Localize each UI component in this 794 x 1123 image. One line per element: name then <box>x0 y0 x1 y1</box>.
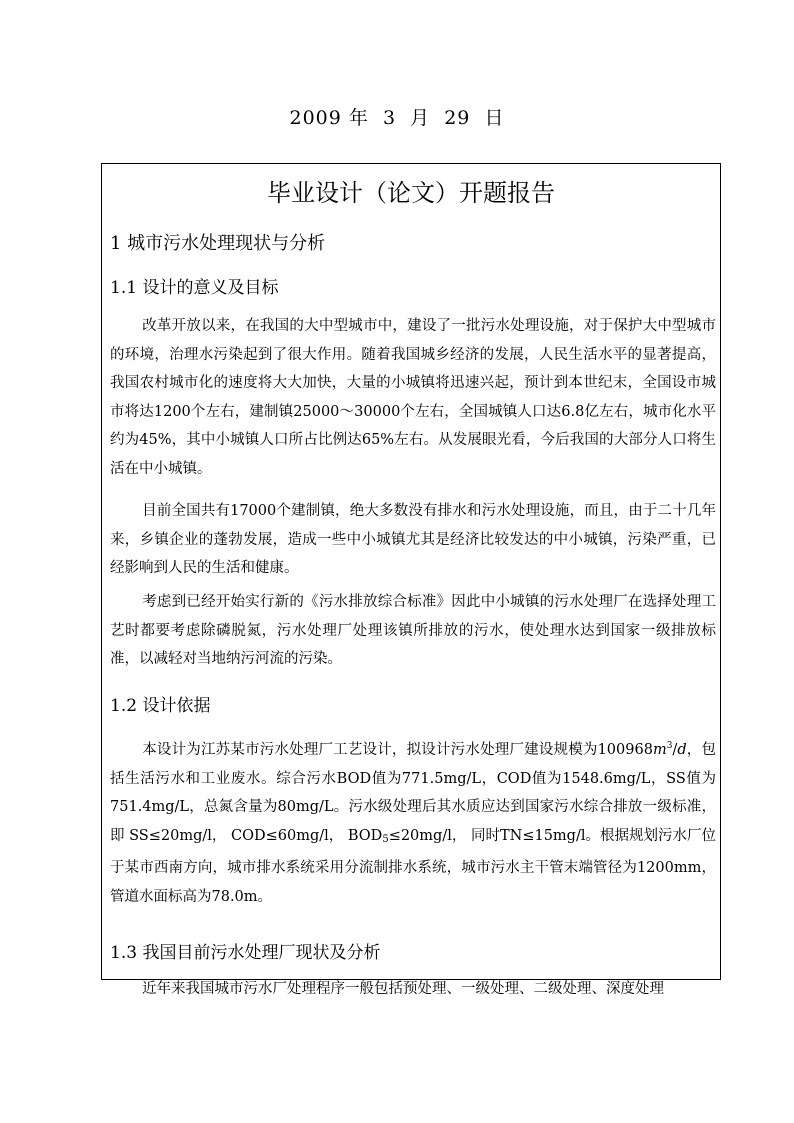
paragraph-text: 改革开放以来，在我国的大中型城市中，建设了一批污水处理设施，对于保护大中型城市的环境，治理水污染起到了很大作用。随着我国城乡经济的发展，人民生活水平的显著提高，我国农村城市化的速度将大大加快，大量的小城镇将迅速兴起，预计到本世纪末，全国设市城市将达1200个左右，建制镇25000～30000个左右，全国城镇人口达6.8亿左右，城市化水平约为45%，其中小城镇人口所占比例达65%左右。从发展眼光看，今后我国的大部分人口将生活在中小城镇。 <box>110 318 716 477</box>
section-1-1-paragraph-2 <box>110 497 716 583</box>
section-1-3-heading: 1.3 我国目前污水处理厂现状及分析 <box>110 943 381 963</box>
section-1-2-heading: 1.2 设计依据 <box>110 696 211 716</box>
unit-d: d <box>677 742 687 758</box>
report-date: 2009 年 3 月 29 日 <box>289 107 505 129</box>
paragraph-text-a: 本设计为江苏某市污水处理厂工艺设计，拟设计污水处理厂建设规模为100968 <box>142 742 653 758</box>
unit-exponent: 3 <box>666 741 673 751</box>
paragraph-text: 考虑到已经开始实行新的《污水排放综合标准》因此中小城镇的污水处理厂在选择处理工艺时都要考虑除磷脱氮，污水处理厂处理该镇所排放的污水，使处理水达到国家一级排放标准，以减轻对当地纳污河流的污染。 <box>110 594 716 667</box>
bod-subscript: 5 <box>382 833 389 845</box>
section-1-1-paragraph-1 <box>110 312 716 483</box>
paragraph-text-b: ，包括生活污水和工业废水。综合污水BOD值为771.5mg/L，COD值为1548.6mg/L，SS值为751.4mg/L，总氮含量为80mg/L。污水级处理后其水质应达到国家污水综合排放一级标准，即 SS≤20mg/l， COD≤60mg/l， BOD <box>110 742 716 844</box>
paragraph-text: 近年来我国城市污水厂处理程序一般包括预处理、一级处理、二级处理、深度处理 <box>142 981 664 997</box>
unit-slash: / <box>672 742 678 758</box>
paragraph-text: 目前全国共有17000个建制镇，绝大多数没有排水和污水处理设施，而且，由于二十几年来，乡镇企业的蓬勃发展，造成一些中小城镇尤其是经济比较发达的中小城镇，污染严重，已经影响到人民的生活和健康。 <box>110 503 716 576</box>
unit-m: m <box>652 742 667 758</box>
paragraph-text-c: ≤20mg/l， 同时TN≤15mg/l。根据规划污水厂位于某市西南方向，城市排水系统采用分流制排水系统，城市污水主干管末端管径为1200mm，管道水面标高为78.0m。 <box>110 827 716 905</box>
report-frame <box>101 163 721 997</box>
section-1-1-heading: 1.1 设计的意义及目标 <box>110 278 279 298</box>
section-1-2-paragraph <box>110 732 716 911</box>
section-1-heading: 1 城市污水处理现状与分析 <box>110 233 326 254</box>
section-1-1-paragraph-3 <box>110 588 716 674</box>
report-title: 毕业设计（论文）开题报告 <box>267 179 555 207</box>
section-1-3-paragraph <box>110 975 716 1004</box>
